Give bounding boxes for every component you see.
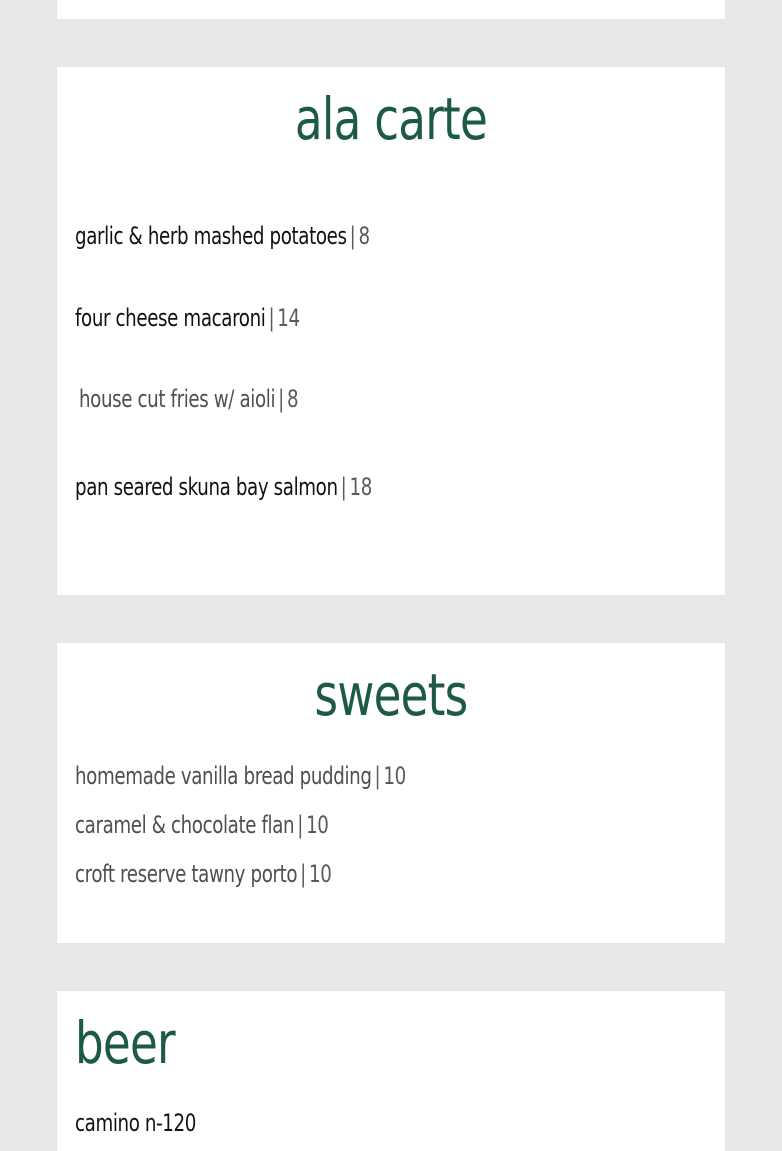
item-price: 18 [349,473,372,501]
ala-carte-item-mashed-potatoes [75,222,370,250]
beer-item-camino [75,1109,196,1137]
item-separator: | [268,304,275,332]
item-name: house cut fries w/ aioli [79,385,276,413]
item-name: croft reserve tawny porto [75,860,298,888]
item-separator: | [349,222,356,250]
item-price: 10 [308,860,332,888]
item-name: homemade vanilla bread pudding [75,762,372,790]
ala-carte-card [57,67,725,595]
item-separator: | [340,473,347,501]
item-separator: | [374,762,381,790]
item-separator: | [300,860,306,888]
item-price: 10 [383,762,406,790]
item-name: four cheese macaroni [75,304,266,332]
item-price: 10 [306,811,329,839]
sweets-card [57,643,725,943]
sweets-item-bread-pudding [75,762,406,790]
sweets-item-flan [75,811,329,839]
sweets-heading: sweets [314,661,468,729]
ala-carte-heading: ala carte [294,85,488,153]
item-name: pan seared skuna bay salmon [75,473,338,501]
ala-carte-item-fries [79,385,298,413]
ala-carte-item-salmon [75,473,372,501]
item-separator: | [278,385,284,413]
previous-menu-card [57,0,725,19]
beer-card [57,991,725,1151]
beer-heading: beer [75,1009,175,1077]
item-separator: | [297,811,304,839]
item-price: 8 [286,385,299,413]
item-price: 8 [358,222,370,250]
item-name: caramel & chocolate flan [75,811,295,839]
ala-carte-item-macaroni [75,304,300,332]
item-price: 14 [277,304,300,332]
item-name: garlic & herb mashed potatoes [75,222,347,250]
sweets-item-tawny-porto [75,860,331,888]
item-name: camino n-120 [75,1109,196,1137]
